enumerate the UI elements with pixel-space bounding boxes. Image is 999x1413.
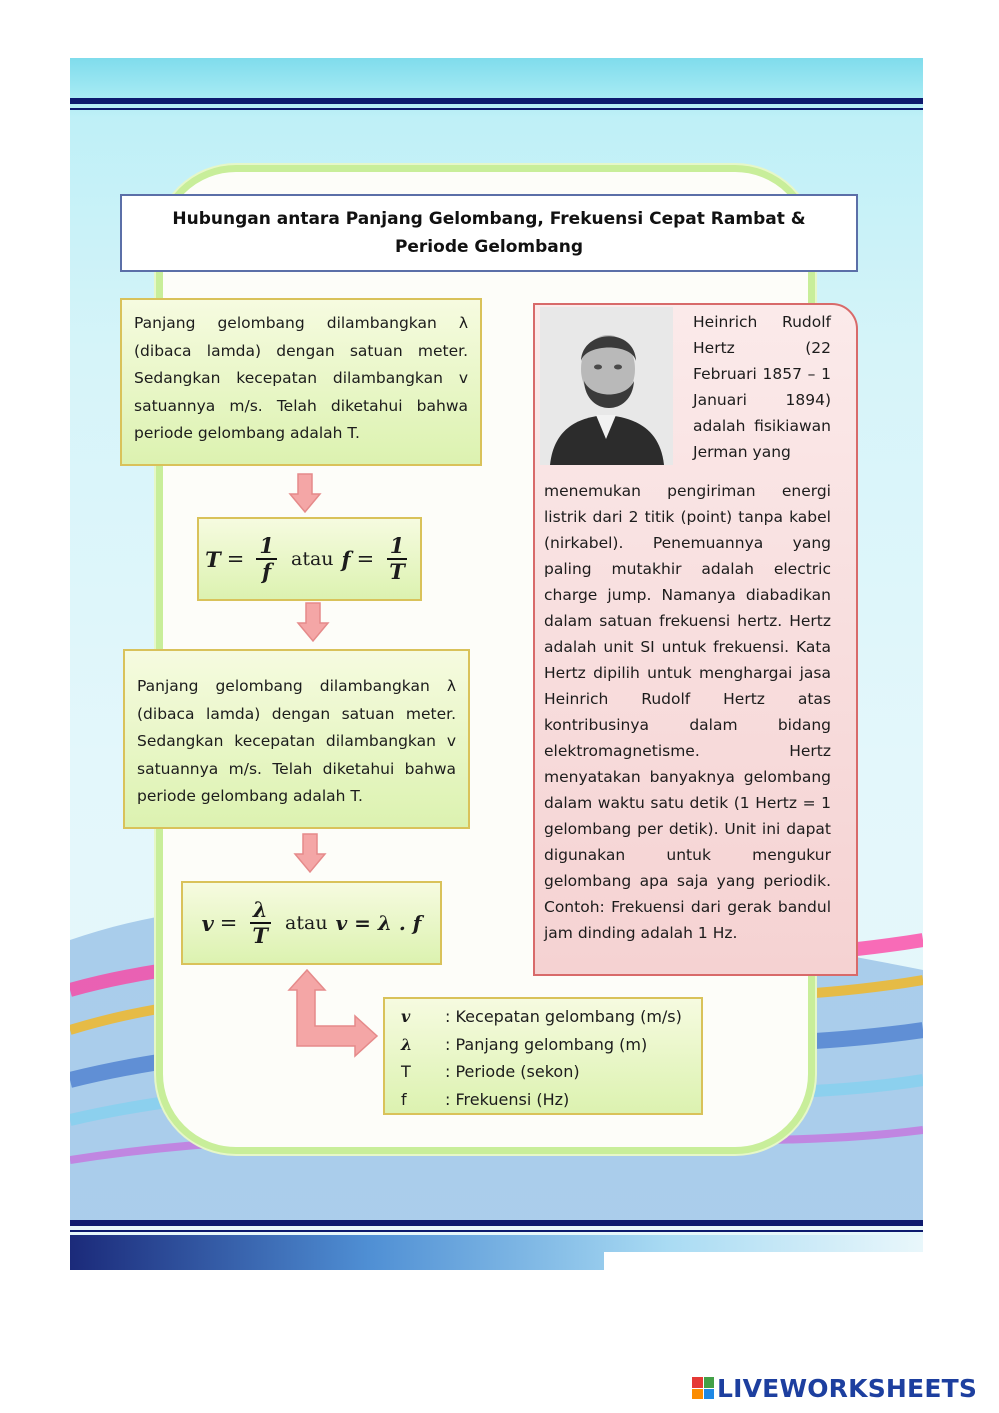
down-arrow-icon xyxy=(288,472,322,514)
bottom-rule-thin xyxy=(70,1230,923,1232)
formula2-num: λ xyxy=(250,898,271,924)
formula2-word: atau xyxy=(285,912,328,934)
formula2-den: T xyxy=(252,923,269,948)
legend-desc: : Kecepatan gelombang (m/s) xyxy=(445,1007,682,1026)
formula1-den1: f xyxy=(262,559,272,584)
formula1-eq2: = xyxy=(356,547,375,571)
formula2-eq: = xyxy=(219,911,238,935)
top-band xyxy=(70,58,923,98)
formula1-eq1: = xyxy=(226,547,245,571)
top-rule xyxy=(70,98,923,104)
formula1-den2: T xyxy=(389,559,405,584)
hertz-intro-text xyxy=(693,309,831,465)
page-title xyxy=(120,194,858,272)
liveworksheets-logo[interactable] xyxy=(692,1371,977,1405)
legend-row xyxy=(401,1058,701,1086)
formula1-num1: 1 xyxy=(256,534,277,560)
brand-name: LIVEWORKSHEETS xyxy=(717,1373,978,1403)
formula2-fraction xyxy=(249,898,271,948)
definition-box-2 xyxy=(123,649,470,829)
symbol-legend xyxy=(383,997,703,1115)
formula2-right: v = λ . f xyxy=(335,911,422,935)
formula1-num2: 1 xyxy=(387,534,408,560)
hertz-portrait xyxy=(540,307,673,465)
definition-text-2: Panjang gelombang dilambangkan λ (dibaca lamda) dengan satuan meter. Sedangkan kecepatan dilambangkan v satuannya m/s. Telah diketahui bahwa periode gelombang adalah T. xyxy=(137,677,456,805)
formula-wave-speed xyxy=(181,881,442,965)
bend-arrow-icon xyxy=(285,968,381,1060)
bottom-rule xyxy=(70,1220,923,1226)
definition-box-1 xyxy=(120,298,482,466)
hertz-side-text: Heinrich Rudolf Hertz (22 Februari 1857 – 1 Januari 1894) adalah fisikiawan Jerman yang xyxy=(693,313,831,461)
formula-period-frequency xyxy=(197,517,422,601)
legend-desc: : Periode (sekon) xyxy=(445,1062,580,1081)
legend-symbol: λ xyxy=(401,1034,413,1054)
definition-text-1: Panjang gelombang dilambangkan λ (dibaca lamda) dengan satuan meter. Sedangkan kecepatan dilambangkan v satuannya m/s. Telah diketahui bahwa periode gelombang adalah T. xyxy=(134,314,468,442)
footer-gap xyxy=(604,1252,923,1272)
page-title-text: Hubungan antara Panjang Gelombang, Frekuensi Cepat Rambat & Periode Gelombang xyxy=(172,209,806,257)
top-rule-thin xyxy=(70,108,923,110)
hertz-description xyxy=(544,478,831,946)
legend-symbol: v xyxy=(401,1007,411,1026)
legend-row xyxy=(401,1031,701,1059)
legend-desc: : Panjang gelombang (m) xyxy=(445,1034,648,1054)
legend-row xyxy=(401,1086,701,1114)
formula1-fraction-2 xyxy=(386,534,408,584)
legend-symbol: T xyxy=(401,1062,411,1081)
formula1-fraction-1 xyxy=(256,534,277,584)
down-arrow-icon xyxy=(296,601,330,643)
legend-symbol: f xyxy=(401,1089,407,1109)
formula1-right-var: f xyxy=(341,546,351,572)
liveworksheets-logo-icon xyxy=(692,1377,714,1399)
formula1-word: atau xyxy=(291,548,334,570)
hertz-main-text: menemukan pengiriman energi listrik dari 2 titik (point) tanpa kabel (nirkabel). Penemuannya yang paling mutakhir adalah electric charge jump. Namanya diabadikan dalam satuan frekuensi hertz. Hertz adalah unit SI untuk frekuensi. Kata Hertz dipilih untuk menghargai jasa Heinrich Rudolf Hertz atas kontribusinya dalam bidang elektromagnetisme. Hertz menyatakan banyaknya gelombang dalam waktu satu detik (1 Hertz = 1 gelombang per detik). Unit ini dapat digunakan untuk mengukur gelombang apa saja yang periodik. Contoh: Frekuensi dari gerak bandul jam dinding adalah 1 Hz. xyxy=(544,482,831,942)
legend-desc: : Frekuensi (Hz) xyxy=(445,1089,570,1109)
legend-row xyxy=(401,1003,701,1031)
formula1-left-var: T xyxy=(205,546,221,572)
down-arrow-icon xyxy=(293,832,327,874)
formula2-left-var: v xyxy=(201,910,214,936)
